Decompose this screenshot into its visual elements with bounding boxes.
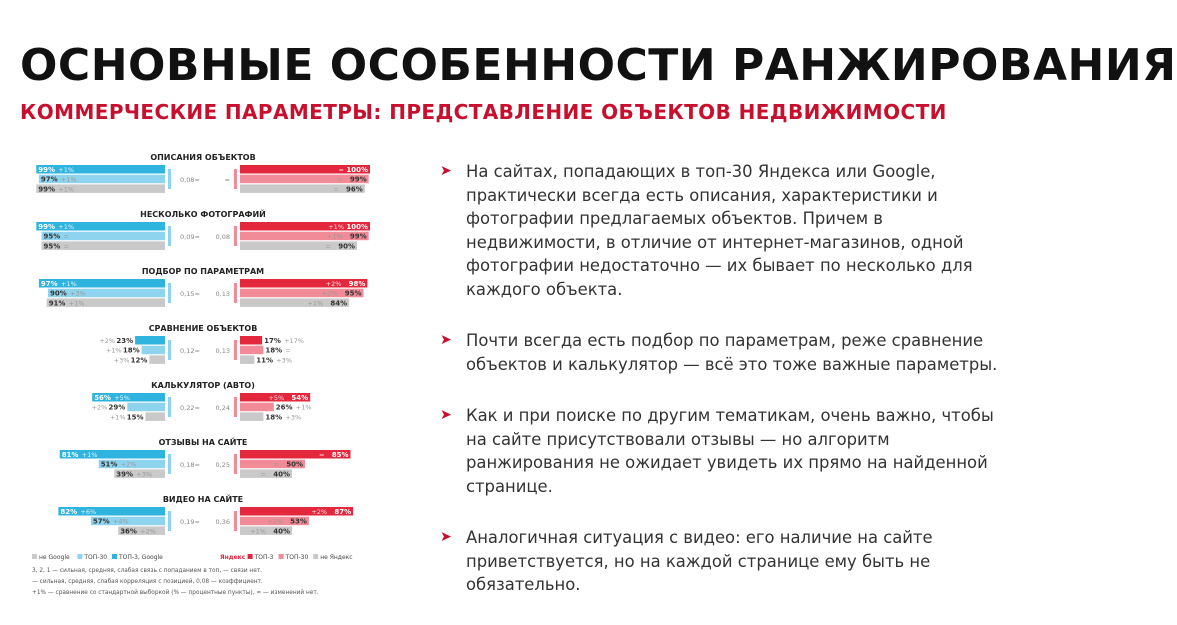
coef-label: 0,13	[215, 347, 230, 355]
google-value-label: 90%	[50, 289, 67, 298]
google-value-label: 57%	[92, 517, 110, 526]
yandex-bar	[240, 346, 263, 355]
google-delta-label: =	[63, 242, 69, 251]
yandex-delta-label: +1%	[326, 232, 343, 241]
coef-label: 0,18=	[180, 461, 200, 469]
coef-label: 0,24	[215, 404, 230, 412]
google-value-label: 99%	[38, 223, 56, 231]
yandex-value-label: 95%	[344, 289, 362, 298]
coef-label: 0,08=	[180, 176, 200, 184]
group-title: ОТЗЫВЫ НА САЙТЕ	[158, 438, 248, 447]
legend-swatch	[112, 554, 117, 559]
coef-label: 0,08	[215, 233, 230, 241]
coef-label: 0,12=	[180, 347, 200, 355]
bullet-text: Как и при поиске по другим тематикам, очень важно, чтобы на сайте присутствовали отзывы — но алгоритм ранжирования не ожидает увидеть их прямо на найденной странице.	[466, 406, 994, 496]
google-value-label: 29%	[108, 403, 126, 412]
legend-swatch	[279, 554, 284, 559]
coef-label: =	[224, 176, 230, 184]
yandex-delta-label: +2%	[311, 508, 328, 516]
group-title: КАЛЬКУЛЯТОР (АВТО)	[151, 381, 255, 390]
legend-label: не Google	[39, 554, 70, 561]
legend-label: не Яндекс	[320, 554, 353, 561]
yandex-delta-label: +2%	[321, 289, 338, 298]
google-value-label: 99%	[38, 185, 56, 194]
yandex-delta-label: +1%	[295, 403, 312, 412]
legend-swatch	[248, 554, 253, 559]
yandex-delta-label: +2%	[325, 280, 342, 288]
yandex-value-label: 99%	[349, 175, 367, 184]
strength-icon	[234, 169, 237, 189]
group-title: СРАВНЕНИЕ ОБЪЕКТОВ	[148, 324, 258, 333]
google-delta-label: +2%	[91, 403, 108, 412]
yandex-delta-label: +17%	[284, 337, 305, 345]
google-delta-label: +3%	[70, 289, 86, 298]
google-value-label: 81%	[61, 451, 79, 459]
bullet-text: Аналогичная ситуация с видео: его наличие на сайте приветствуется, но на каждой странице ему быть не обязательно.	[466, 528, 933, 594]
google-bar	[39, 175, 165, 184]
yandex-value-label: 53%	[290, 517, 307, 526]
yandex-delta-label: =	[333, 185, 339, 194]
group-title: ВИДЕО НА САЙТЕ	[162, 495, 244, 504]
google-bar	[36, 222, 165, 231]
yandex-value-label: 50%	[286, 460, 303, 469]
ranking-factors-chart	[30, 150, 390, 596]
legend-label: ТОП-3	[254, 554, 274, 561]
bullet-item	[440, 329, 1015, 376]
coef-label: 0,09=	[180, 233, 200, 241]
bullet-text: Почти всегда есть подбор по параметрам, реже сравнение объектов и калькулятор — всё это тоже важные параметры.	[466, 331, 998, 374]
google-bar	[36, 165, 165, 174]
google-value-label: 56%	[94, 394, 111, 402]
yandex-value-label: 98%	[348, 280, 366, 288]
strength-icon	[168, 283, 171, 303]
strength-icon	[168, 340, 171, 360]
strength-icon	[168, 454, 171, 474]
yandex-delta-label: +3%	[285, 413, 302, 422]
google-value-label: 82%	[60, 508, 78, 516]
coef-label: 0,25	[215, 461, 230, 469]
group-title: ОПИСАНИЯ ОБЪЕКТОВ	[150, 153, 256, 162]
yandex-delta-label: =	[319, 451, 325, 459]
page-subtitle: КОММЕРЧЕСКИЕ ПАРАМЕТРЫ: ПРЕДСТАВЛЕНИЕ ОБЪЕКТОВ НЕДВИЖИМОСТИ	[20, 100, 947, 124]
bullet-item	[440, 160, 1015, 301]
bullet-list	[440, 160, 1015, 625]
yandex-delta-label: =	[337, 175, 343, 184]
strength-icon	[234, 454, 237, 474]
google-value-label: 97%	[40, 280, 58, 288]
yandex-value-label: 54%	[291, 394, 309, 402]
google-delta-label: +2%	[120, 460, 137, 469]
google-delta-label: +1%	[58, 223, 75, 231]
yandex-value-label: 99%	[349, 232, 367, 241]
google-bar	[149, 355, 165, 364]
google-delta-label: +1%	[58, 166, 75, 174]
google-delta-label: +2%	[140, 527, 156, 536]
google-delta-label: +1%	[60, 280, 77, 288]
google-value-label: 12%	[130, 356, 148, 365]
google-delta-label: +1%	[58, 185, 75, 194]
arrow-icon: ➤	[440, 332, 452, 348]
yandex-delta-label: =	[338, 166, 344, 174]
yandex-bar	[240, 403, 274, 412]
yandex-value-label: 100%	[346, 166, 368, 174]
google-value-label: 15%	[126, 413, 144, 422]
google-bar	[39, 279, 165, 288]
yandex-value-label: 17%	[264, 337, 281, 345]
google-value-label: 91%	[48, 299, 66, 308]
yandex-value-label: 90%	[338, 242, 355, 251]
yandex-delta-label: +5%	[268, 394, 285, 402]
legend-label: ТОП-3, Google	[119, 554, 163, 561]
google-delta-label: +1%	[105, 346, 122, 355]
yandex-value-label: 18%	[265, 346, 283, 355]
yandex-delta-label: +1%	[328, 223, 344, 231]
google-delta-label: +1%	[81, 451, 98, 459]
yandex-value-label: 18%	[265, 413, 283, 422]
legend-swatch	[313, 554, 318, 559]
arrow-icon: ➤	[440, 407, 452, 423]
legend-label: ТОП-30	[84, 554, 108, 561]
footnote: +1% — сравнение со стандартной выборкой (% — процентные пункты), = — изменений нет.	[32, 590, 319, 596]
google-value-label: 95%	[43, 242, 61, 251]
google-bar	[142, 346, 165, 355]
coef-label: 0,22=	[180, 404, 200, 412]
yandex-delta-label: +3%	[276, 356, 293, 365]
strength-icon	[234, 397, 237, 417]
google-value-label: 95%	[43, 232, 61, 241]
yandex-delta-label: +1%	[250, 527, 266, 536]
google-delta-label: +3%	[113, 356, 130, 365]
google-value-label: 39%	[116, 470, 134, 479]
google-value-label: 51%	[100, 460, 118, 469]
yandex-value-label: 40%	[273, 527, 290, 536]
yandex-delta-label: =	[325, 242, 331, 251]
yandex-delta-label: =	[260, 470, 266, 479]
google-bar	[146, 412, 166, 421]
google-delta-label: +1%	[60, 175, 77, 184]
yandex-value-label: 100%	[346, 223, 368, 231]
yandex-delta-label: =	[273, 460, 279, 469]
group-title: ПОДБОР ПО ПАРАМЕТРАМ	[141, 267, 265, 276]
page-title: ОСНОВНЫЕ ОСОБЕННОСТИ РАНЖИРОВАНИЯ	[20, 40, 1177, 91]
legend-label: Яндекс	[220, 554, 246, 561]
yandex-value-label: 85%	[331, 451, 349, 459]
legend-label: ТОП-30	[285, 554, 309, 561]
coef-label: 0,13	[215, 290, 230, 298]
footnote: — сильная, средняя, слабая корреляция с позицией, 0,08 — коэффициент.	[32, 579, 263, 585]
yandex-value-label: 11%	[256, 356, 274, 365]
bullet-item	[440, 404, 1015, 498]
legend-swatch	[32, 554, 37, 559]
strength-icon	[168, 511, 171, 531]
strength-icon	[234, 511, 237, 531]
bullet-item	[440, 526, 1015, 597]
strength-icon	[234, 340, 237, 360]
google-delta-label: +2%	[99, 337, 116, 345]
strength-icon	[234, 283, 237, 303]
google-value-label: 36%	[120, 527, 137, 536]
google-value-label: 23%	[116, 337, 134, 345]
google-bar	[127, 403, 165, 412]
yandex-delta-label: +1%	[307, 299, 324, 308]
google-delta-label: =	[63, 232, 69, 241]
bullet-text: На сайтах, попадающих в топ-30 Яндекса или Google, практически всегда есть описания, характеристики и фотографии предлагаемых объектов. Причем в недвижимости, в отличие от интернет-магазинов, одной фотографии недостаточно — их бывает по несколько для каждого объекта.	[466, 162, 973, 299]
yandex-value-label: 84%	[330, 299, 348, 308]
yandex-bar	[240, 336, 262, 345]
google-bar	[135, 336, 165, 345]
google-bar	[36, 184, 165, 193]
yandex-bar	[240, 412, 263, 421]
group-title: НЕСКОЛЬКО ФОТОГРАФИЙ	[140, 210, 266, 219]
strength-icon	[234, 226, 237, 246]
strength-icon	[168, 226, 171, 246]
google-delta-label: +5%	[114, 394, 130, 402]
strength-icon	[168, 169, 171, 189]
yandex-value-label: 96%	[346, 185, 363, 194]
google-delta-label: +6%	[80, 508, 97, 516]
google-value-label: 97%	[40, 175, 58, 184]
arrow-icon: ➤	[440, 163, 452, 179]
google-delta-label: +3%	[136, 470, 153, 479]
footnote: 3, 2, 1 — сильная, средняя, слабая связь с попаданием в топ, — связи нет.	[32, 568, 262, 574]
strength-icon	[168, 397, 171, 417]
google-value-label: 18%	[122, 346, 140, 355]
yandex-value-label: 40%	[273, 470, 290, 479]
yandex-value-label: 87%	[334, 508, 352, 516]
google-delta-label: +1%	[68, 299, 85, 308]
yandex-delta-label: +2%	[267, 517, 283, 526]
arrow-icon: ➤	[440, 529, 452, 545]
coef-label: 0,15=	[180, 290, 200, 298]
google-delta-label: +4%	[112, 517, 129, 526]
coef-label: 0,36	[215, 518, 230, 526]
yandex-value-label: 26%	[275, 403, 293, 412]
google-value-label: 99%	[38, 166, 56, 174]
google-delta-label: +1%	[109, 413, 126, 422]
coef-label: 0,19=	[180, 518, 200, 526]
legend-swatch	[77, 554, 82, 559]
yandex-bar	[240, 355, 254, 364]
yandex-delta-label: =	[285, 346, 291, 355]
